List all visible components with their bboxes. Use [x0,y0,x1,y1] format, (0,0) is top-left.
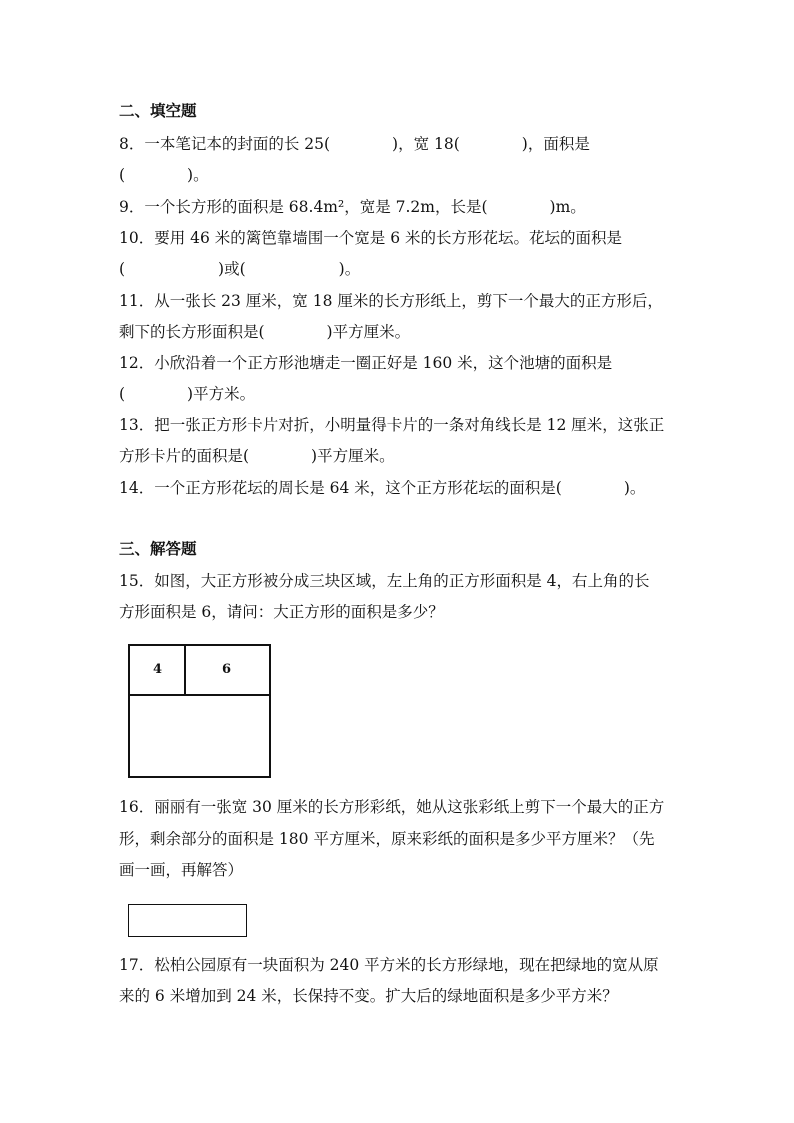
question-12-line-1: 12．小欣沿着一个正方形池塘走一圈正好是 160 米，这个池塘的面积是 [119,354,613,372]
question-13-line-2: 方形卡片的面积是( )平方厘米。 [119,447,395,465]
question-16-line-2: 形，剩余部分的面积是 180 平方厘米，原来彩纸的面积是多少平方厘米？（先 [119,830,655,848]
question-10-line-1: 10．要用 46 米的篱笆靠墙围一个宽是 6 米的长方形花坛。花坛的面积是 [119,229,623,247]
section-heading-fill: 二、填空题 [119,101,197,120]
question-8-line-1: 8．一本笔记本的封面的长 25( )，宽 18( )，面积是 [119,135,590,153]
question-12-line-2: ( )平方米。 [119,385,256,403]
section-heading-answer: 三、解答题 [119,539,197,558]
top-left-area-label: 4 [153,662,163,677]
question-16-line-1: 16．丽丽有一张宽 30 厘米的长方形彩纸，她从这张彩纸上剪下一个最大的正方 [119,798,665,816]
question-9: 9．一个长方形的面积是 68.4m²，宽是 7.2m，长是( )m。 [119,198,586,216]
question-11-line-2: 剩下的长方形面积是( )平方厘米。 [119,323,411,341]
question-14: 14．一个正方形花坛的周长是 64 米，这个正方形花坛的面积是( )。 [119,479,646,497]
question-17-line-1: 17．松柏公园原有一块面积为 240 平方米的长方形绿地，现在把绿地的宽从原 [119,956,659,974]
question-15-line-2: 方形面积是 6，请问：大正方形的面积是多少？ [119,603,444,621]
question-8-line-2: ( )。 [119,166,209,184]
question-11-line-1: 11．从一张长 23 厘米，宽 18 厘米的长方形纸上，剪下一个最大的正方形后， [119,292,663,310]
question-13-line-1: 13．把一张正方形卡片对折，小明量得卡片的一条对角线长是 12 厘米，这张正 [119,416,665,434]
question-15-figure [128,644,271,778]
question-17-line-2: 来的 6 米增加到 24 米，长保持不变。扩大后的绿地面积是多少平方米？ [119,987,618,1005]
top-right-area-label: 6 [222,662,232,677]
question-16-drawing-box [128,904,247,937]
question-16-line-3: 画一画，再解答） [119,861,244,879]
question-10-line-2: ( )或( )。 [119,260,361,278]
question-15-line-1: 15．如图，大正方形被分成三块区域，左上角的正方形面积是 4，右上角的长 [119,572,650,590]
